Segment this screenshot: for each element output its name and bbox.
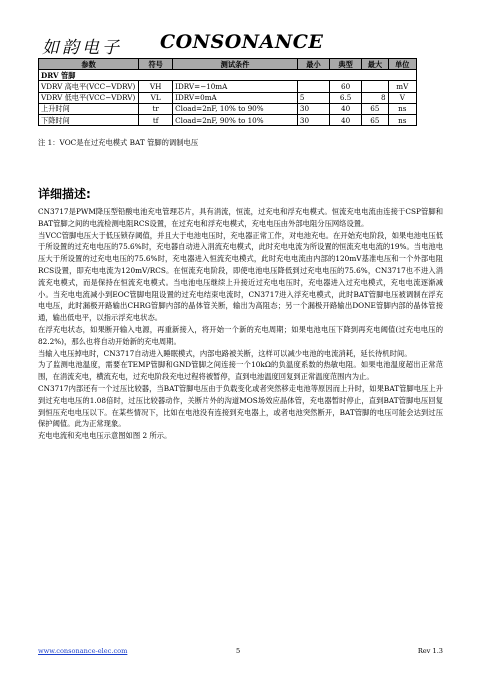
- table-group-row: [39, 70, 417, 81]
- description-body: [38, 206, 443, 442]
- table-row: [39, 81, 417, 92]
- paragraph: 当输入电压掉电时，CN3717自动进入睡眠模式，内部电路被关断，这样可以减少电池的电流消耗，延长待机时间。: [38, 348, 412, 358]
- cell-unit: mV: [388, 81, 416, 92]
- column-header: 符号: [139, 59, 173, 70]
- cell-min: [297, 81, 329, 92]
- cell-min: 5: [297, 92, 329, 103]
- cell-typ: 60: [330, 81, 362, 92]
- cell-max: 65: [362, 114, 388, 125]
- table-row: [39, 114, 417, 125]
- table-header-row: [39, 59, 417, 70]
- revision-label: Rev 1.3: [417, 647, 443, 655]
- cell-unit: ns: [388, 114, 416, 125]
- cell-typ: 40: [330, 103, 362, 114]
- company-logo-chinese: 如韵电子: [42, 38, 122, 58]
- cell-typ: 6.5: [330, 92, 362, 103]
- cell-param: 上升时间: [39, 103, 139, 114]
- page-number: 5: [236, 647, 241, 655]
- cell-param: 下降时间: [39, 114, 139, 125]
- paragraph: CN3717内部还有一个过压比较器，当BAT管脚电压由于负载变化或者突然移走电池等原因而上升时，如果BAT管脚电压上升到过充电电压的1.08倍时，过压比较器动作，关断片外的沟道MOS场效应晶体管，充电器暂时停止，直到BAT管脚电压回复到恒压充电电压以下。在某些情况下，比如在电池没有连接到充电器上，或者电池突然断开，BAT管脚的电压可能会达到过压保护阈值。此为正常现象。: [38, 383, 443, 429]
- cell-unit: V: [388, 92, 416, 103]
- table-row: [39, 103, 417, 114]
- table-row: [39, 92, 417, 103]
- table-group-label: DRV 管脚: [39, 70, 417, 81]
- spec-table: [38, 58, 417, 126]
- cell-min: 30: [297, 103, 329, 114]
- cell-max: [362, 81, 388, 92]
- cell-symbol: VL: [139, 92, 173, 103]
- cell-unit: ns: [388, 103, 416, 114]
- company-logo-english: CONSONANCE: [160, 31, 324, 53]
- header: [38, 30, 447, 56]
- paragraph: 在浮充电状态，如果断开输入电源，再重新接入，将开始一个新的充电周期；如果电池电压下降到再充电阈值(过充电电压的82.2%)，那么也将自动开始新的充电周期。: [38, 324, 443, 346]
- paragraph: 为了监测电池温度，需要在TEMP管脚和GND管脚之间连接一个10kΩ的负温度系数的热敏电阻。如果电池温度超出正常范围，在涓流充电，横流充电，过充电阶段充电过程将被暂停，直到电池温度回复到正常温度范围内为止。: [38, 360, 443, 382]
- paragraph: 充电电流和充电电压示意图如图 2 所示。: [38, 431, 172, 441]
- cell-min: 30: [297, 114, 329, 125]
- section-title: 详细描述:: [38, 187, 91, 201]
- cell-param: VDRV 低电平(VCC−VDRV): [39, 92, 139, 103]
- cell-condition: IDRV=0mA: [173, 92, 298, 103]
- cell-param: VDRV 高电平(VCC−VDRV): [39, 81, 139, 92]
- website-link[interactable]: www.consonance-elec.com: [38, 647, 128, 655]
- paragraph: CN3717是PWM降压型铅酸电池充电管理芯片，具有涓流，恒流，过充电和浮充电模式。恒流充电电流由连接于CSP管脚和BAT管脚之间的电流检测电阻RCS设置，在过充电和浮充电模式，充电电压由外部电阻分压网络设置。: [38, 207, 443, 228]
- paragraph: 当VCC管脚电压大于低压锁存阈值，并且大于电池电压时，充电器正常工作，对电池充电。在开始充电阶段，如果电池电压低于所设置的过充电电压的75.6%时，充电器自动进入涓流充电模式，此时充电电流为所设置的恒流充电电流的19%。当电池电压大于所设置的过充电电压的75.6%时，充电器进入恒流充电模式，此时充电电流由内部的120mV基准电压和一个外部电阻RCS设置，即充电电流为120mV/RCS。在恒流充电阶段，即使电池电压降低到过充电电压的75.6%，CN3717也不进入涓流充电模式，而是保持在恒流充电模式。当电池电压继续上升接近过充电电压时，充电器进入过充电模式，充电电流逐渐减小。当充电电流减小到EOC管脚电阻设置的过充电结束电流时，CN3717进入浮充电模式，此时BAT管脚电压被调制在浮充电电压，此时漏极开路输出CHRG管脚内部的晶体管关断，输出为高阻态；另一个漏极开路输出DONE管脚内部的晶体管接通，输出低电平，以指示浮充电状态。: [38, 230, 443, 323]
- cell-condition: Cload=2nF, 90% to 10%: [173, 114, 298, 125]
- cell-symbol: tf: [139, 114, 173, 125]
- column-header: 典型: [330, 59, 362, 70]
- cell-max: 65: [362, 103, 388, 114]
- cell-condition: Cload=2nF, 10% to 90%: [173, 103, 298, 114]
- column-header: 参数: [39, 59, 139, 70]
- column-header: 单位: [388, 59, 416, 70]
- column-header: 最小: [297, 59, 329, 70]
- cell-typ: 40: [330, 114, 362, 125]
- cell-symbol: VH: [139, 81, 173, 92]
- column-header: 测试条件: [173, 59, 298, 70]
- column-header: 最大: [362, 59, 388, 70]
- cell-symbol: tr: [139, 103, 173, 114]
- table-footnote: 注 1：VOC是在过充电模式 BAT 管脚的调制电压: [38, 138, 199, 147]
- cell-max: 8: [362, 92, 388, 103]
- cell-condition: IDRV=−10mA: [173, 81, 298, 92]
